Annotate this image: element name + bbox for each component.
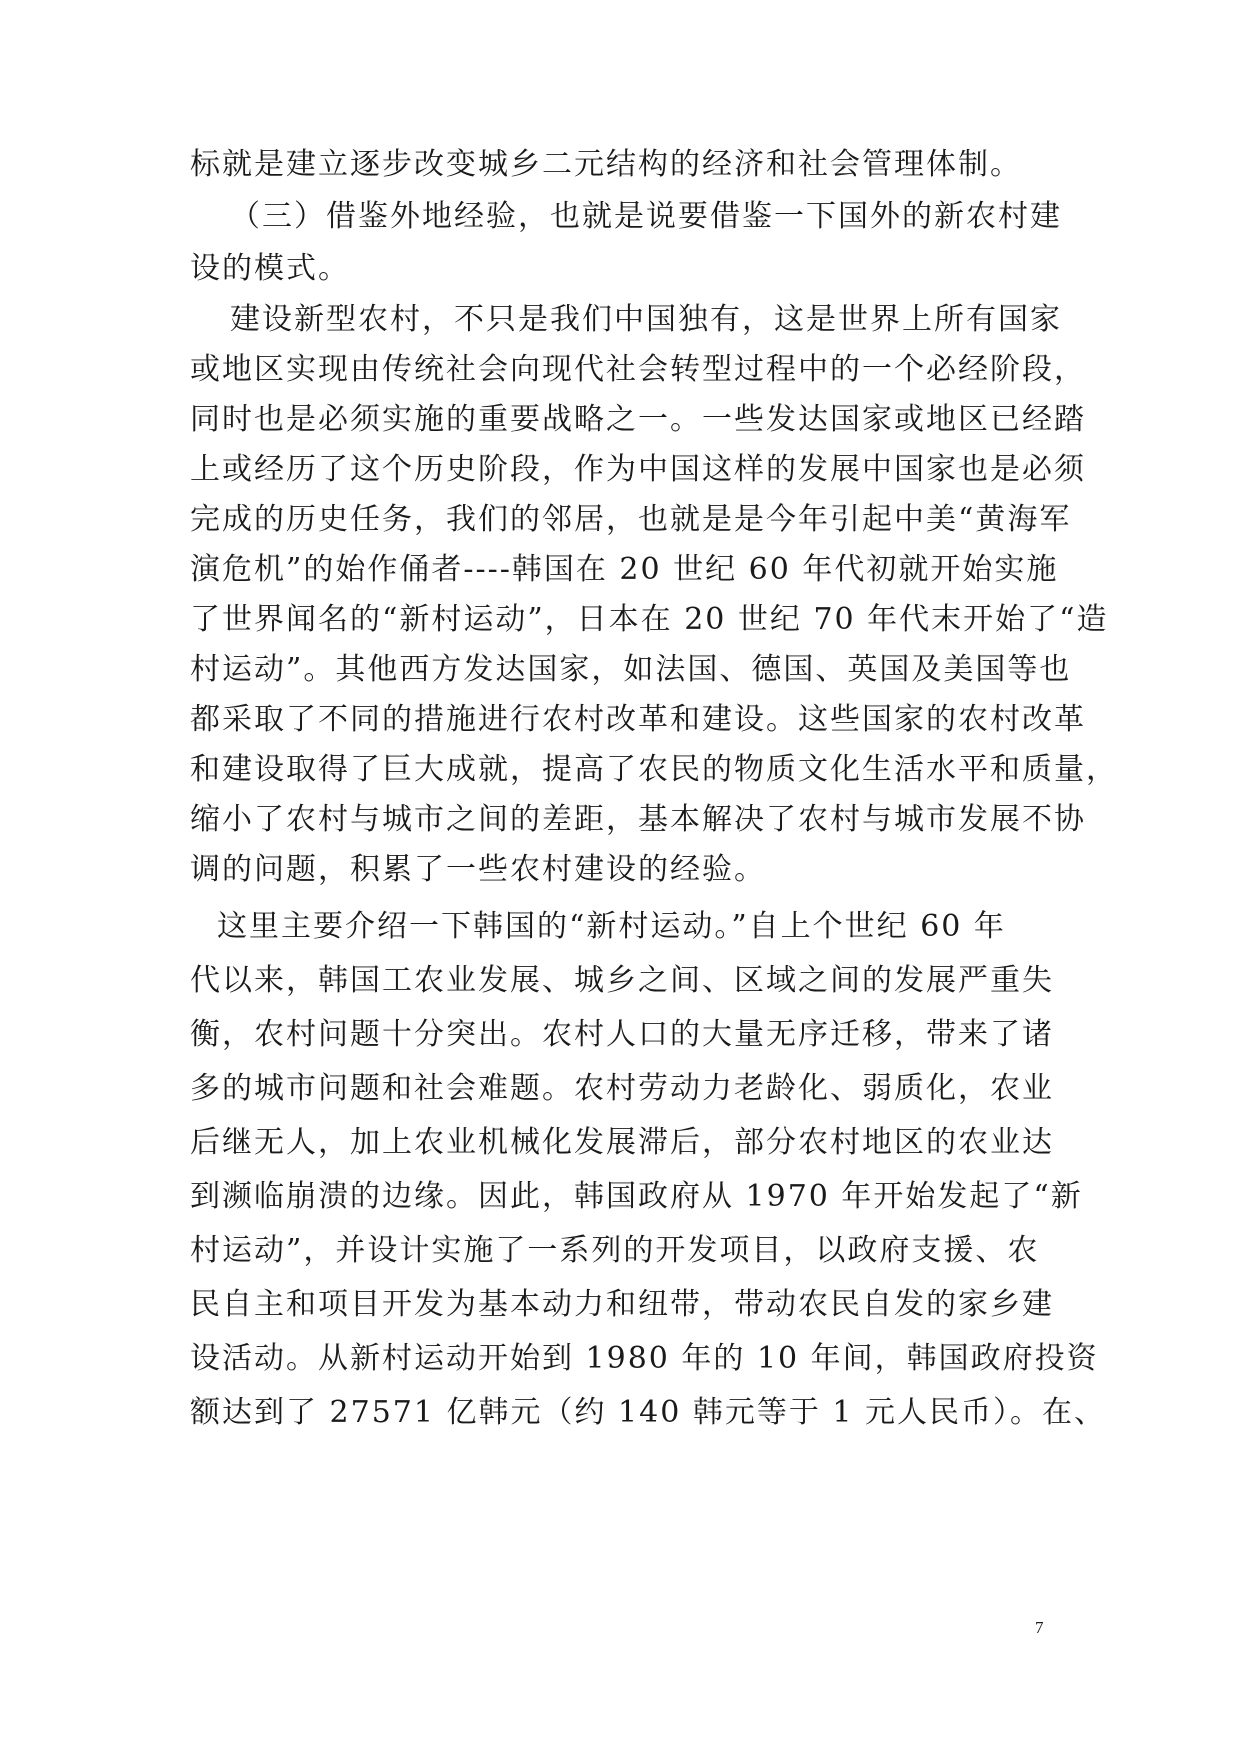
text-line: 缩小了农村与城市之间的差距，基本解决了农村与城市发展不协 — [190, 802, 1086, 837]
text-line: 衡，农村问题十分突出。农村人口的大量无序迁移，带来了诸 — [190, 1017, 1054, 1052]
text-line: 和建设取得了巨大成就，提高了农民的物质文化生活水平和质量， — [190, 752, 1118, 787]
text-line: 设活动。从新村运动开始到 1980 年的 10 年间，韩国政府投资 — [190, 1341, 1099, 1376]
text-line: 村运动”。其他西方发达国家，如法国、德国、英国及美国等也 — [190, 652, 1072, 687]
text-line: 到濒临崩溃的边缘。因此，韩国政府从 1970 年开始发起了“新 — [190, 1179, 1083, 1214]
text-line: 村运动”，并设计实施了一系列的开发项目，以政府支援、农 — [190, 1233, 1040, 1268]
page-number: 7 — [1035, 1618, 1044, 1637]
text-line: 多的城市问题和社会难题。农村劳动力老龄化、弱质化，农业 — [190, 1071, 1054, 1106]
text-line: 或地区实现由传统社会向现代社会转型过程中的一个必经阶段， — [190, 352, 1086, 387]
text-line: 代以来，韩国工农业发展、城乡之间、区域之间的发展严重失 — [190, 963, 1054, 998]
text-line: 都采取了不同的措施进行农村改革和建设。这些国家的农村改革 — [190, 702, 1086, 737]
paragraph-first-line: 这里主要介绍一下韩国的“新村运动。”自上个世纪 60 年 — [217, 909, 1006, 944]
text-line: 设的模式。 — [190, 251, 350, 286]
text-line: 上或经历了这个历史阶段，作为中国这样的发展中国家也是必须 — [190, 452, 1086, 487]
text-line: 额达到了 27571 亿韩元（约 140 韩元等于 1 元人民币）。在、 — [190, 1395, 1106, 1430]
text-line: 调的问题，积累了一些农村建设的经验。 — [190, 852, 766, 887]
paragraph-first-line: 建设新型农村，不只是我们中国独有，这是世界上所有国家 — [230, 302, 1062, 337]
text-line: 演危机”的始作俑者----韩国在 20 世纪 60 年代初就开始实施 — [190, 552, 1059, 587]
section-heading: （三）借鉴外地经验，也就是说要借鉴一下国外的新农村建 — [230, 199, 1062, 234]
text-line: 了世界闻名的“新村运动”，日本在 20 世纪 70 年代末开始了“造 — [190, 602, 1109, 637]
text-line: 后继无人，加上农业机械化发展滞后，部分农村地区的农业达 — [190, 1125, 1054, 1160]
text-line: 完成的历史任务，我们的邻居，也就是是今年引起中美“黄海军 — [190, 502, 1072, 537]
text-line: 标就是建立逐步改变城乡二元结构的经济和社会管理体制。 — [190, 147, 1022, 182]
text-line: 民自主和项目开发为基本动力和纽带，带动农民自发的家乡建 — [190, 1287, 1054, 1322]
text-line: 同时也是必须实施的重要战略之一。一些发达国家或地区已经踏 — [190, 402, 1086, 437]
